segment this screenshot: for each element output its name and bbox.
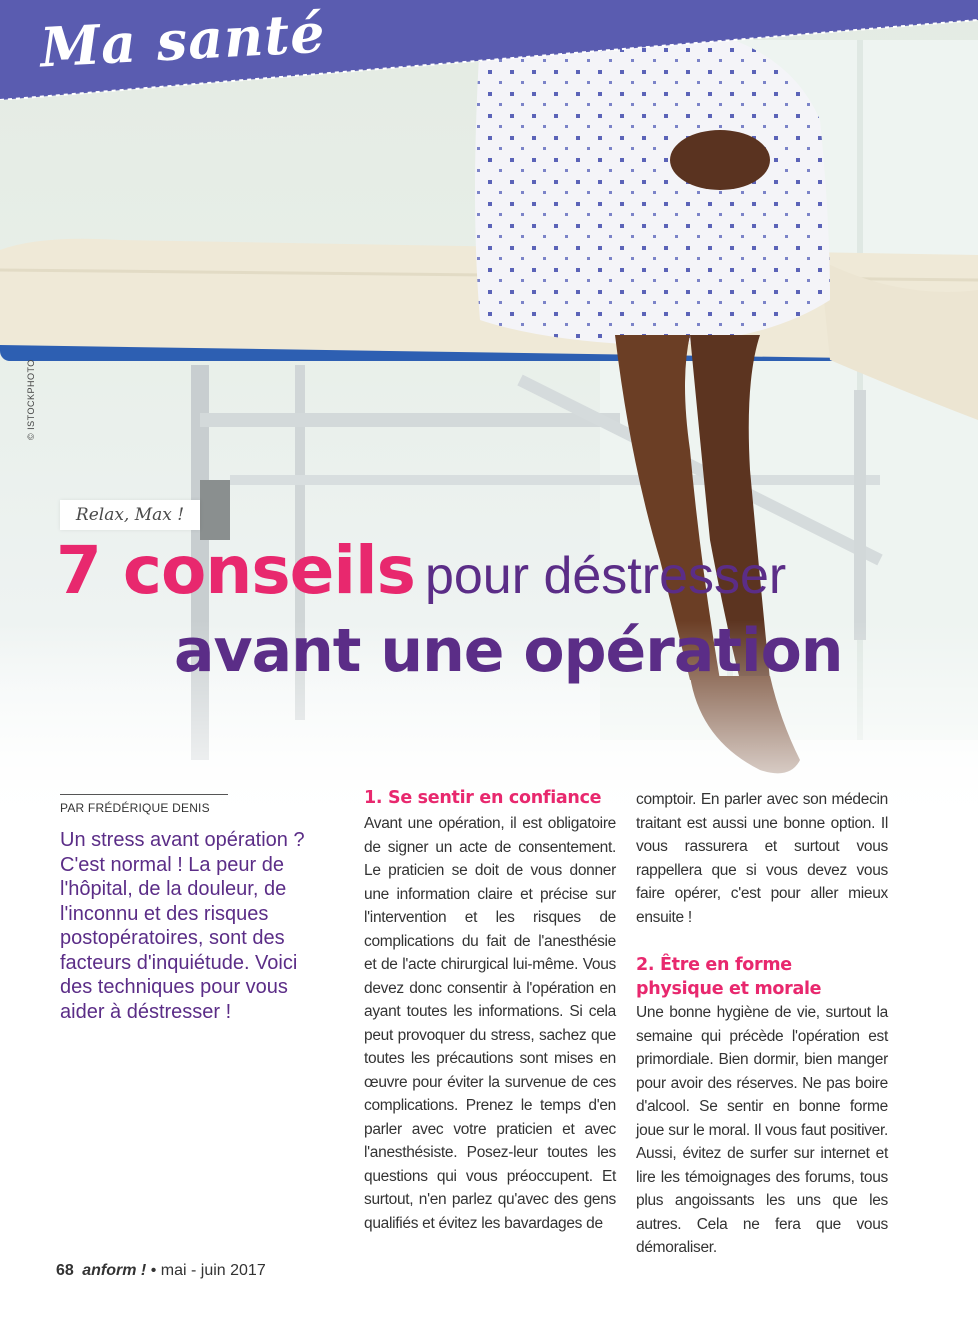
photo-credit: © ISTOCKPHOTO	[26, 359, 36, 440]
intro-paragraph: Un stress avant opération ? C'est normal ! La peur de l'hôpital, de la douleur, de l'inconnu et des risques postopératoires, sont des facteurs d'inquiétude. Voici des techniques pour vous aider à déstresser !	[60, 829, 305, 1023]
issue-date: mai - juin 2017	[160, 1262, 266, 1279]
page-footer	[56, 1262, 266, 1280]
section-1-continuation: comptoir. En parler avec son médecin traitant est aussi une bonne option. Il vous rassurera et surtout vous rappellera que si vous devez vous faire opérer, c'est pour aller mieux ensuite !	[636, 791, 888, 926]
footer-separator: •	[150, 1262, 157, 1279]
headline-light: pour déstresser	[424, 547, 787, 605]
section-2-body: Une bonne hygiène de vie, surtout la semaine qui précède l'opération est primordiale. Bien dormir, bien manger pour avoir des réserves. Ne pas boire d'alcool. Se sentir en bonne forme joue sur le moral. Il vous faut positiver. Aussi, évitez de surfer sur internet et lire les témoignages des forums, tous plus angoissants les uns que les autres. Cela ne fera que vous démoraliser.	[636, 1004, 888, 1256]
section-1-heading: 1. Se sentir en confiance	[364, 788, 602, 808]
section-2-heading-line-1: 2. Être en forme	[636, 955, 792, 975]
headline-line-1	[56, 532, 786, 609]
headline-bold: 7 conseils	[56, 532, 415, 609]
kicker: Relax, Max !	[60, 500, 200, 530]
rubric-title: Ma santé	[38, 0, 327, 80]
column-2	[636, 788, 888, 1260]
section-2-heading	[636, 953, 888, 1001]
section-2-heading-line-2: physique et morale	[636, 979, 822, 999]
headline-line-2: avant une opération	[174, 616, 843, 686]
page-number: 68	[56, 1262, 74, 1279]
byline: PAR FRÉDÉRIQUE DENIS	[60, 794, 228, 815]
magazine-name: anform !	[82, 1262, 147, 1279]
section-1-body: Avant une opération, il est obligatoire de signer un acte de consentement. Le praticien se doit de vous donner une information claire et précise sur l'intervention et les risques de complications du fait de l'anesthésie et de l'acte chirurgical lui-même. Vous devez donc consentir à l'opération en ayant toutes les informations. Si cela peut provoquer du stress, sachez que toutes les précautions sont mises en œuvre pour éviter la survenue de ces complications. Prenez le temps d'en parler avec votre praticien et avec l'anesthésiste. Posez-leur toutes les questions qui vous préoccupent. Et surtout, n'en parlez qu'avec des gens qualifiés et évitez les bavardages de	[364, 815, 616, 1232]
